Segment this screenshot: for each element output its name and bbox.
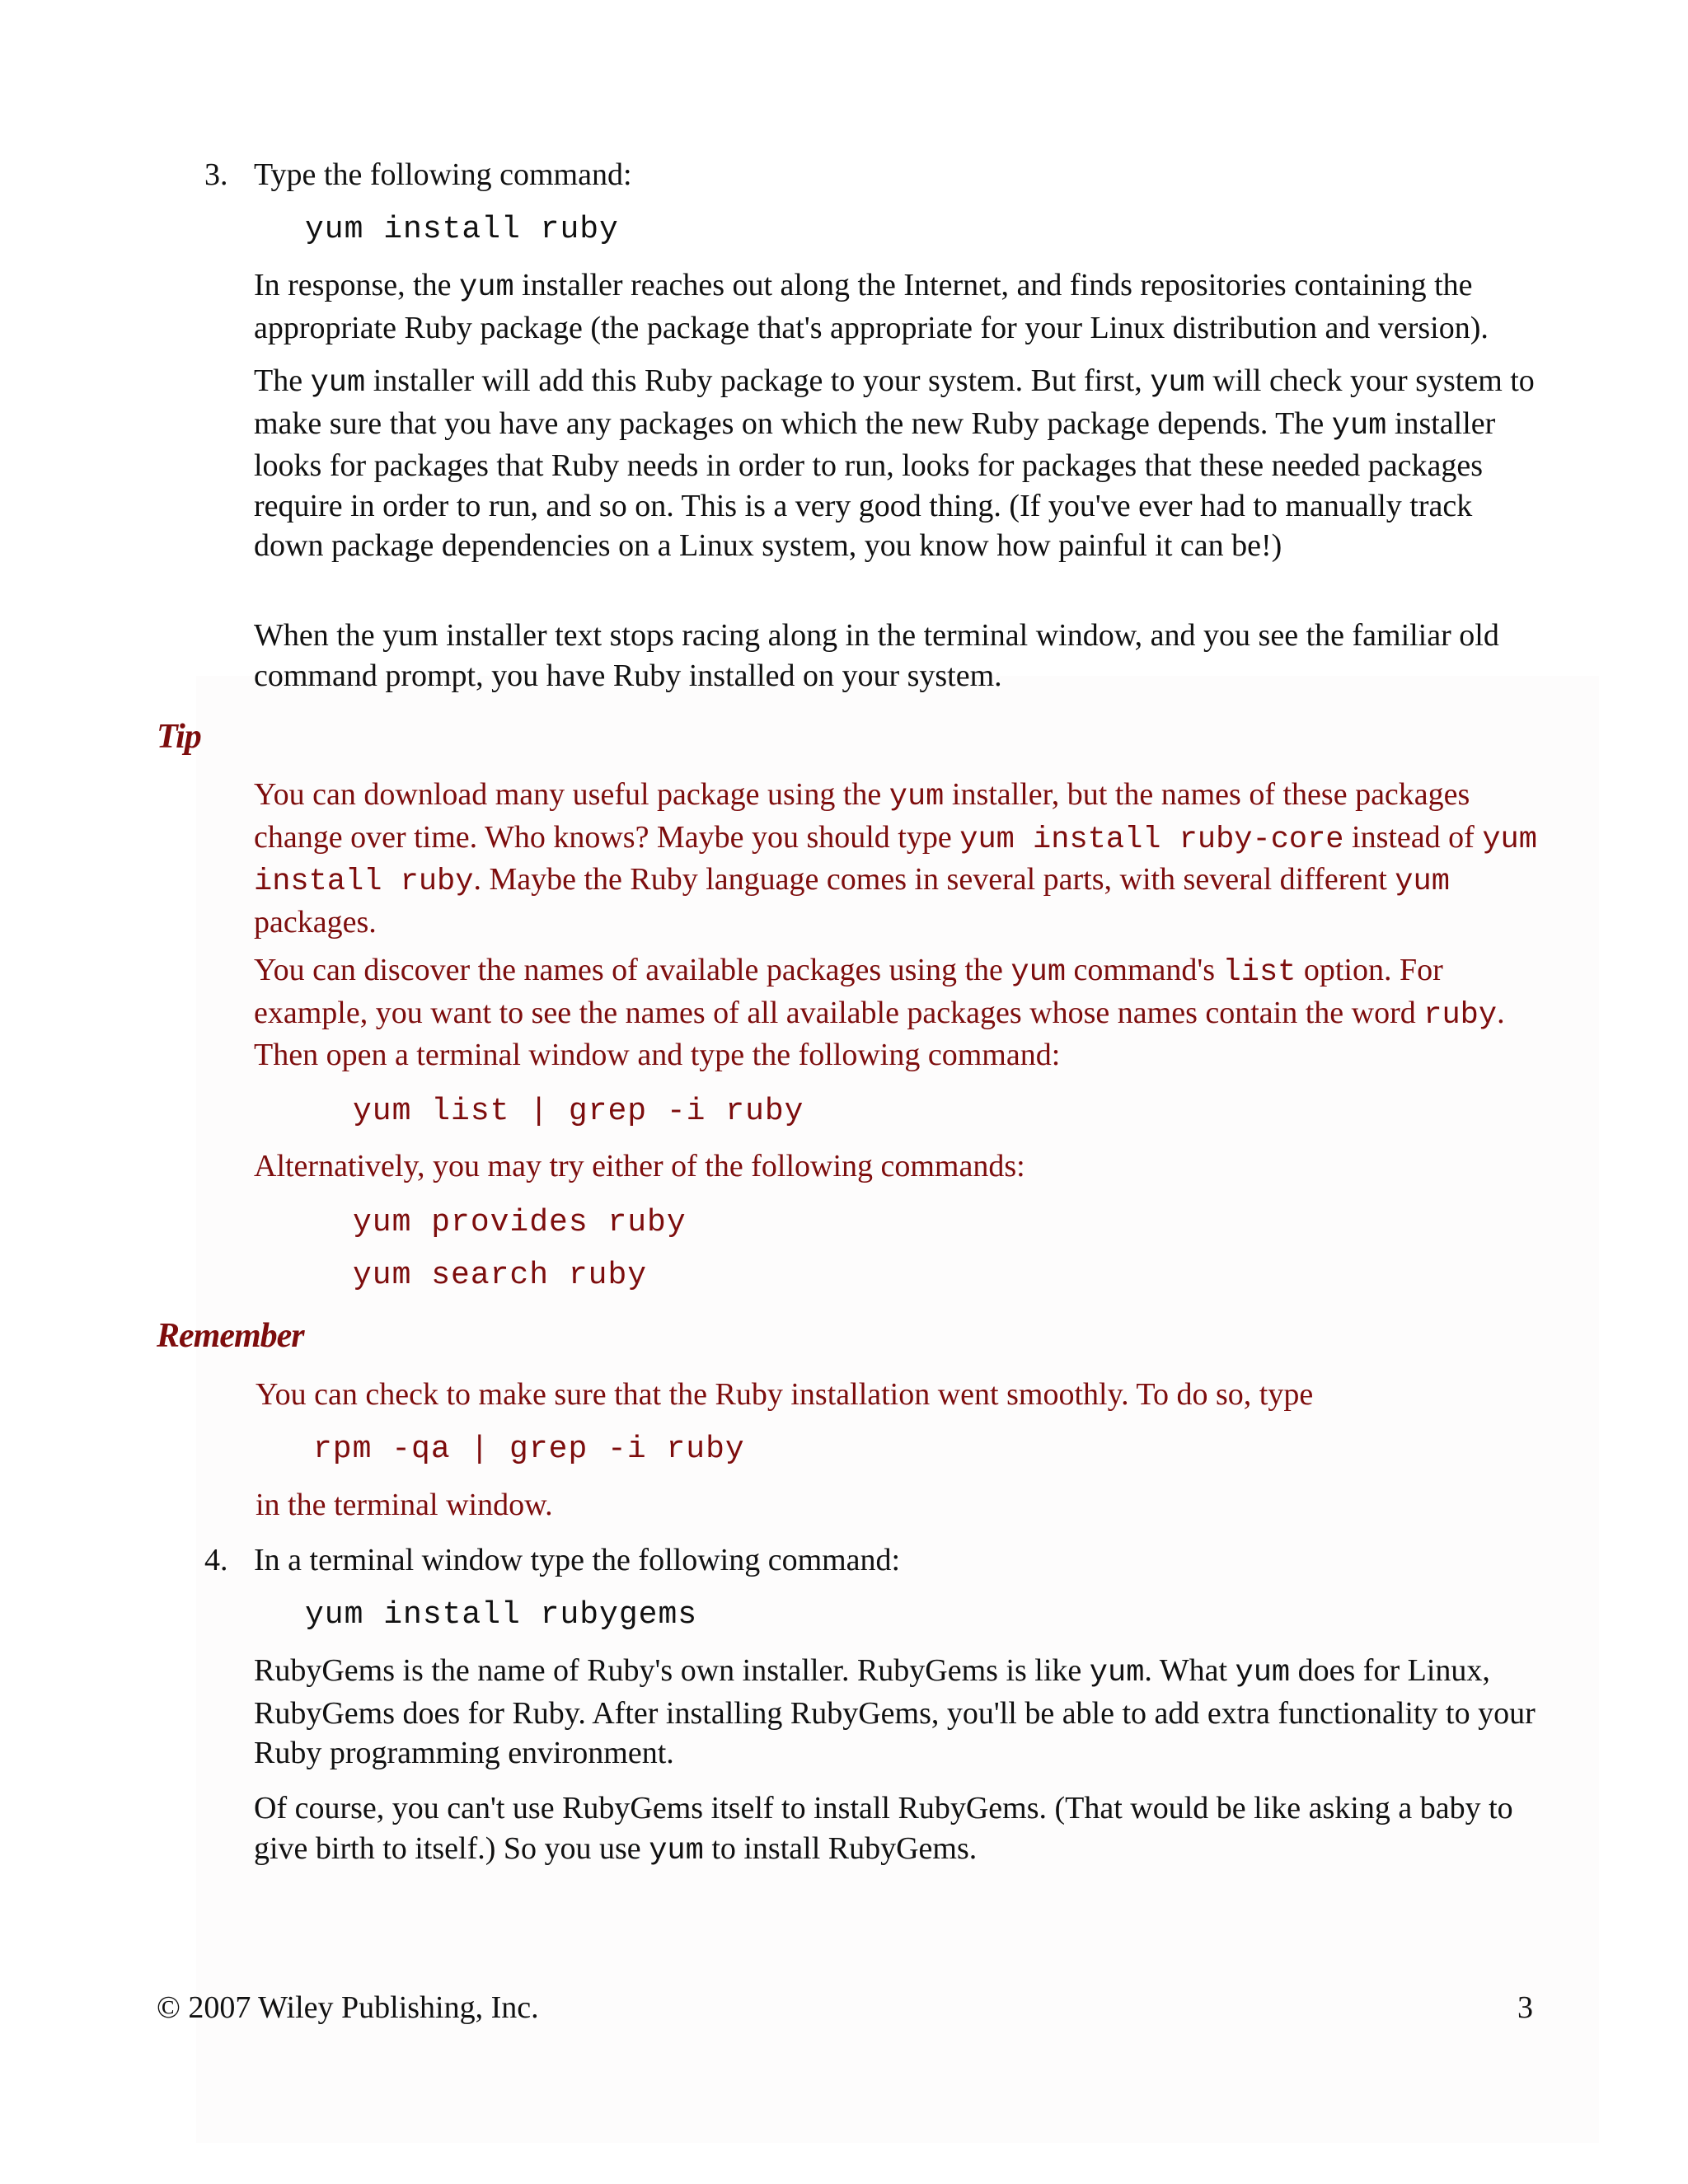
- tip-heading: Tip: [157, 718, 201, 756]
- tip-command-provides: yum provides ruby: [353, 1205, 687, 1240]
- inline-code: yum: [1150, 366, 1205, 401]
- step-3-command: yum install ruby: [305, 212, 619, 247]
- inline-code: list: [1222, 955, 1296, 990]
- step-3-paragraph-3: When the yum installer text stops racing along in the terminal window, and you see the familiar old command prompt, you have Ruby installed on your system.: [254, 618, 1499, 693]
- remember-command: rpm -qa | grep -i ruby: [313, 1432, 745, 1467]
- inline-code: yum: [459, 270, 514, 305]
- inline-code: yum: [649, 1833, 704, 1868]
- inline-code: yum install ruby: [254, 822, 1537, 899]
- step-4-paragraph-2: Of course, you can't use RubyGems itself to install RubyGems. (That would be like asking a baby to give birth to itself.) So you use yum to install RubyGems.: [254, 1791, 1513, 1868]
- footer-copyright: © 2007 Wiley Publishing, Inc.: [157, 1990, 539, 2025]
- step-4-intro: In a terminal window type the following command:: [254, 1543, 901, 1577]
- step-4-paragraph-1: RubyGems is the name of Ruby's own installer. RubyGems is like yum. What yum does for Linux, RubyGems does for Ruby. After installing RubyGems, you'll be able to add extra functionality to your Ruby programming environment.: [254, 1653, 1536, 1770]
- step-3-intro: Type the following command:: [254, 157, 632, 192]
- tip-command-search: yum search ruby: [353, 1258, 648, 1293]
- remember-paragraph-2: in the terminal window.: [256, 1488, 553, 1522]
- tip-paragraph-3: Alternatively, you may try either of the following commands:: [254, 1149, 1025, 1183]
- remember-heading: Remember: [157, 1317, 304, 1355]
- remember-paragraph-1: You can check to make sure that the Ruby installation went smoothly. To do so, type: [256, 1377, 1314, 1412]
- footer-page-number: 3: [1517, 1990, 1533, 2025]
- step-3-number: 3.: [204, 157, 228, 192]
- inline-code: ruby: [1423, 997, 1498, 1033]
- step-3-paragraph-2: The yum installer will add this Ruby package to your system. But first, yum will check your system to make sure that you have any packages on which the new Ruby package depends. The yum installer looks for packages that Ruby needs in order to run, looks for packages that these needed packages require in order to run, and so on. This is a very good thing. (If you've ever had to manually track down package dependencies on a Linux system, you know how painful it can be!): [254, 363, 1535, 563]
- tip-command-list: yum list | grep -i ruby: [353, 1094, 804, 1129]
- inline-code: yum: [310, 366, 366, 401]
- tip-paragraph-1: You can download many useful package using the yum installer, but the names of these packages change over time. Who knows? Maybe you should type yum install ruby-core instead of yum install ruby. Maybe the Ruby language comes in several parts, with several different yum packages.: [254, 777, 1537, 940]
- inline-code: yum: [1331, 408, 1387, 443]
- inline-code: yum: [889, 780, 945, 814]
- inline-code: yum: [1089, 1656, 1145, 1690]
- inline-code: yum: [1235, 1656, 1291, 1690]
- step-3-paragraph-1: In response, the yum installer reaches out along the Internet, and finds repositories containing the appropriate Ruby package (the package that's appropriate for your Linux distribution and version).: [254, 268, 1489, 345]
- inline-code: yum: [1010, 955, 1067, 990]
- step-4-command: yum install rubygems: [305, 1597, 698, 1633]
- tip-paragraph-2: You can discover the names of available packages using the yum command's list option. For example, you want to see the names of all available packages whose names contain the word ruby. Then open a terminal window and type the following command:: [254, 953, 1505, 1072]
- step-4-number: 4.: [204, 1543, 228, 1577]
- inline-code: yum install ruby-core: [959, 822, 1344, 857]
- inline-code: yum: [1395, 865, 1450, 899]
